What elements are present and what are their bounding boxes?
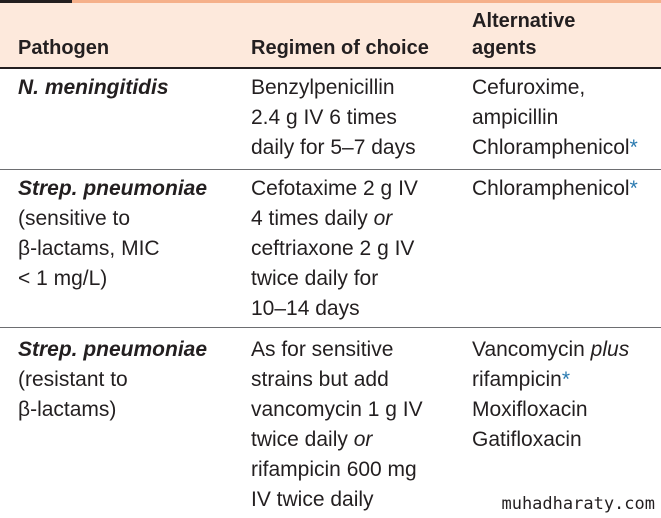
row-1-regimen — [251, 73, 416, 163]
alternative-line — [472, 365, 629, 395]
alternative-line — [472, 174, 638, 204]
column-header-alternative-line2: agents — [472, 37, 537, 59]
regimen-or: or — [373, 207, 393, 230]
alternative-drug: Chloramphenicol — [472, 136, 630, 159]
regimen-line: 10–14 days — [251, 297, 360, 320]
regimen-line: Benzylpenicillin — [251, 76, 395, 99]
row-3-regimen — [251, 335, 423, 515]
column-header-regimen: Regimen of choice — [251, 37, 429, 59]
alternative-line: ampicillin — [472, 106, 559, 129]
pathogen-note: (sensitive to — [18, 207, 131, 230]
regimen-line: twice daily for — [251, 267, 379, 290]
regimen-line: As for sensitive — [251, 338, 394, 361]
row-divider-2 — [0, 327, 661, 328]
regimen-line: rifampicin 600 mg — [251, 458, 417, 481]
regimen-line: vancomycin 1 g IV — [251, 398, 423, 421]
footnote-asterisk: * — [629, 177, 638, 200]
pathogen-note: (resistant to — [18, 368, 128, 391]
row-3-alternatives — [472, 335, 629, 455]
regimen-line — [251, 425, 423, 455]
alternative-drug: rifampicin — [472, 368, 562, 391]
pathogen-name: Strep. pneumoniae — [18, 338, 208, 361]
row-2-regimen — [251, 174, 418, 324]
regimen-line: IV twice daily — [251, 488, 374, 511]
row-1-alternatives — [472, 73, 638, 163]
row-3-pathogen — [18, 335, 207, 425]
pathogen-note: < 1 mg/L) — [18, 267, 108, 290]
regimen-line: ceftriaxone 2 g IV — [251, 237, 415, 260]
column-header-pathogen: Pathogen — [18, 37, 110, 59]
row-divider-1 — [0, 169, 661, 170]
pathogen-note: β-lactams, MIC — [18, 237, 160, 260]
alternative-drug: Vancomycin — [472, 338, 585, 361]
regimen-line — [251, 204, 418, 234]
regimen-line: daily for 5–7 days — [251, 136, 416, 159]
column-header-alternative-line1: Alternative — [472, 10, 576, 32]
header-divider — [0, 67, 661, 69]
footnote-asterisk: * — [629, 136, 638, 159]
watermark-text: muhadharaty.com — [501, 494, 655, 514]
footnote-asterisk: * — [561, 368, 571, 391]
row-2-alternatives — [472, 174, 638, 204]
alternative-drug: Chloramphenicol — [472, 177, 630, 200]
pathogen-name: Strep. pneumoniae — [18, 177, 208, 200]
alternative-line — [472, 335, 629, 365]
regimen-text: twice daily — [251, 428, 348, 451]
alternative-line: Moxifloxacin — [472, 398, 588, 421]
regimen-or: or — [353, 428, 373, 451]
row-2-pathogen — [18, 174, 207, 294]
alternative-line: Gatifloxacin — [472, 428, 582, 451]
pathogen-name: N. meningitidis — [18, 76, 169, 99]
alternative-line: Cefuroxime, — [472, 76, 586, 99]
alternative-plus: plus — [590, 338, 630, 361]
regimen-text: 4 times daily — [251, 207, 368, 230]
pathogen-note: β-lactams) — [18, 398, 117, 421]
column-header-alternative — [472, 8, 575, 62]
regimen-line: strains but add — [251, 368, 389, 391]
alternative-line — [472, 133, 638, 163]
regimen-line: Cefotaxime 2 g IV — [251, 177, 418, 200]
regimen-line: 2.4 g IV 6 times — [251, 106, 397, 129]
row-1-pathogen — [18, 73, 169, 103]
